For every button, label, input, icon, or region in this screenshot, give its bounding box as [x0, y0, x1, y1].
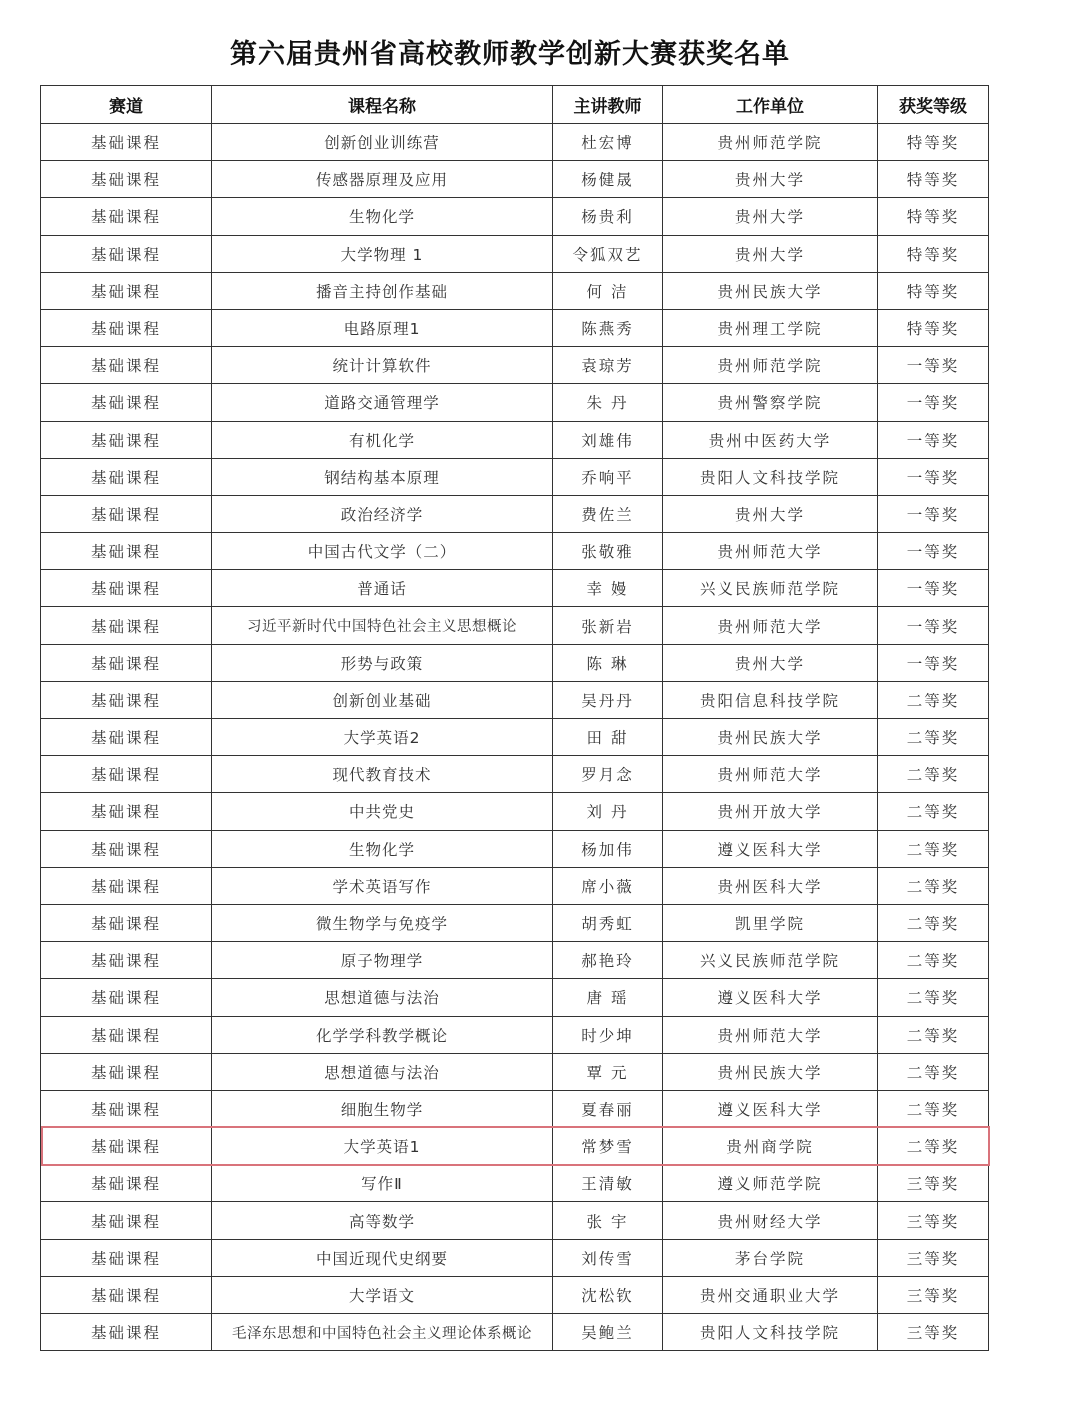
track-cell: 基础课程 [41, 1239, 212, 1276]
track-cell: 基础课程 [41, 1314, 212, 1351]
course-cell: 思想道德与法治 [212, 1053, 553, 1090]
track-cell: 基础课程 [41, 830, 212, 867]
teacher-cell: 常梦雪 [553, 1128, 663, 1165]
teacher-cell: 杨贵利 [553, 198, 663, 235]
award-cell: 二等奖 [878, 1090, 989, 1127]
course-cell: 思想道德与法治 [212, 979, 553, 1016]
page-title: 第六届贵州省高校教师教学创新大赛获奖名单 [230, 39, 790, 70]
award-cell: 一等奖 [878, 607, 989, 644]
track-cell: 基础课程 [41, 309, 212, 346]
track-cell: 基础课程 [41, 644, 212, 681]
table-row [41, 570, 989, 607]
table-row [41, 830, 989, 867]
track-cell: 基础课程 [41, 904, 212, 941]
teacher-cell: 刘传雪 [553, 1239, 663, 1276]
unit-cell: 遵义师范学院 [663, 1165, 878, 1202]
award-table [40, 85, 989, 1351]
teacher-cell: 杨健晟 [553, 161, 663, 198]
track-cell: 基础课程 [41, 979, 212, 1016]
track-cell: 基础课程 [41, 756, 212, 793]
track-cell: 基础课程 [41, 421, 212, 458]
award-cell: 二等奖 [878, 979, 989, 1016]
course-cell: 原子物理学 [212, 942, 553, 979]
table-row [41, 793, 989, 830]
course-cell: 普通话 [212, 570, 553, 607]
track-cell: 基础课程 [41, 272, 212, 309]
teacher-cell: 杨加伟 [553, 830, 663, 867]
track-cell: 基础课程 [41, 607, 212, 644]
track-cell: 基础课程 [41, 1276, 212, 1313]
unit-cell: 贵州大学 [663, 198, 878, 235]
award-cell: 一等奖 [878, 384, 989, 421]
teacher-cell: 张 宇 [553, 1202, 663, 1239]
award-cell: 二等奖 [878, 756, 989, 793]
course-cell: 生物化学 [212, 830, 553, 867]
unit-cell: 贵州民族大学 [663, 719, 878, 756]
award-cell: 三等奖 [878, 1314, 989, 1351]
table-row [41, 272, 989, 309]
award-cell: 二等奖 [878, 1016, 989, 1053]
teacher-cell: 令狐双艺 [553, 235, 663, 272]
unit-cell: 贵州开放大学 [663, 793, 878, 830]
table-row [41, 384, 989, 421]
teacher-cell: 何 洁 [553, 272, 663, 309]
unit-cell: 贵州大学 [663, 495, 878, 532]
award-cell: 二等奖 [878, 719, 989, 756]
award-cell: 特等奖 [878, 198, 989, 235]
unit-cell: 贵州师范大学 [663, 1016, 878, 1053]
table-row [41, 421, 989, 458]
course-cell: 大学英语1 [212, 1128, 553, 1165]
unit-cell: 贵阳信息科技学院 [663, 681, 878, 718]
track-cell: 基础课程 [41, 384, 212, 421]
unit-cell: 遵义医科大学 [663, 1090, 878, 1127]
course-cell: 传感器原理及应用 [212, 161, 553, 198]
unit-cell: 凯里学院 [663, 904, 878, 941]
track-cell: 基础课程 [41, 458, 212, 495]
teacher-cell: 吴丹丹 [553, 681, 663, 718]
header-unit: 工作单位 [663, 86, 878, 124]
award-cell: 一等奖 [878, 533, 989, 570]
table-row [41, 309, 989, 346]
header-track: 赛道 [41, 86, 212, 124]
teacher-cell: 夏春丽 [553, 1090, 663, 1127]
course-cell: 高等数学 [212, 1202, 553, 1239]
course-cell: 生物化学 [212, 198, 553, 235]
unit-cell: 贵州师范学院 [663, 347, 878, 384]
teacher-cell: 胡秀虹 [553, 904, 663, 941]
course-cell: 毛泽东思想和中国特色社会主义理论体系概论 [212, 1314, 553, 1351]
table-row [41, 1016, 989, 1053]
teacher-cell: 刘 丹 [553, 793, 663, 830]
course-cell: 大学语文 [212, 1276, 553, 1313]
course-cell: 有机化学 [212, 421, 553, 458]
table-row [41, 756, 989, 793]
course-cell: 化学学科教学概论 [212, 1016, 553, 1053]
unit-cell: 兴义民族师范学院 [663, 570, 878, 607]
table-row [41, 533, 989, 570]
unit-cell: 兴义民族师范学院 [663, 942, 878, 979]
course-cell: 大学英语2 [212, 719, 553, 756]
teacher-cell: 田 甜 [553, 719, 663, 756]
teacher-cell: 唐 瑶 [553, 979, 663, 1016]
track-cell: 基础课程 [41, 1090, 212, 1127]
table-row [41, 495, 989, 532]
table-row [41, 235, 989, 272]
unit-cell: 茅台学院 [663, 1239, 878, 1276]
award-cell: 二等奖 [878, 1128, 989, 1165]
table-row [41, 1202, 989, 1239]
track-cell: 基础课程 [41, 124, 212, 161]
teacher-cell: 席小薇 [553, 867, 663, 904]
header-award: 获奖等级 [878, 86, 989, 124]
course-cell: 创新创业基础 [212, 681, 553, 718]
teacher-cell: 张新岩 [553, 607, 663, 644]
unit-cell: 遵义医科大学 [663, 830, 878, 867]
table-row [41, 942, 989, 979]
teacher-cell: 郝艳玲 [553, 942, 663, 979]
track-cell: 基础课程 [41, 570, 212, 607]
course-cell: 统计计算软件 [212, 347, 553, 384]
track-cell: 基础课程 [41, 495, 212, 532]
award-cell: 一等奖 [878, 495, 989, 532]
track-cell: 基础课程 [41, 681, 212, 718]
teacher-cell: 覃 元 [553, 1053, 663, 1090]
teacher-cell: 朱 丹 [553, 384, 663, 421]
course-cell: 现代教育技术 [212, 756, 553, 793]
unit-cell: 贵阳人文科技学院 [663, 458, 878, 495]
award-cell: 一等奖 [878, 458, 989, 495]
table-row [41, 458, 989, 495]
table-row [41, 979, 989, 1016]
table-body [41, 124, 989, 1351]
track-cell: 基础课程 [41, 1016, 212, 1053]
award-cell: 特等奖 [878, 161, 989, 198]
award-cell: 二等奖 [878, 942, 989, 979]
unit-cell: 贵州大学 [663, 161, 878, 198]
teacher-cell: 刘雄伟 [553, 421, 663, 458]
course-cell: 中共党史 [212, 793, 553, 830]
table-row [41, 1276, 989, 1313]
table-row [41, 681, 989, 718]
teacher-cell: 沈松钦 [553, 1276, 663, 1313]
table-row [41, 1053, 989, 1090]
course-cell: 学术英语写作 [212, 867, 553, 904]
track-cell: 基础课程 [41, 161, 212, 198]
track-cell: 基础课程 [41, 1202, 212, 1239]
teacher-cell: 乔响平 [553, 458, 663, 495]
award-cell: 二等奖 [878, 1053, 989, 1090]
track-cell: 基础课程 [41, 533, 212, 570]
course-cell: 微生物学与免疫学 [212, 904, 553, 941]
track-cell: 基础课程 [41, 235, 212, 272]
course-cell: 政治经济学 [212, 495, 553, 532]
course-cell: 电路原理1 [212, 309, 553, 346]
unit-cell: 贵州交通职业大学 [663, 1276, 878, 1313]
unit-cell: 贵州财经大学 [663, 1202, 878, 1239]
unit-cell: 贵州商学院 [663, 1128, 878, 1165]
unit-cell: 贵州民族大学 [663, 272, 878, 309]
award-cell: 特等奖 [878, 272, 989, 309]
award-cell: 三等奖 [878, 1239, 989, 1276]
table-row [41, 347, 989, 384]
table-row [41, 1165, 989, 1202]
unit-cell: 贵州理工学院 [663, 309, 878, 346]
teacher-cell: 罗月念 [553, 756, 663, 793]
unit-cell: 贵州中医药大学 [663, 421, 878, 458]
award-cell: 特等奖 [878, 124, 989, 161]
course-cell: 写作Ⅱ [212, 1165, 553, 1202]
course-cell: 中国近现代史纲要 [212, 1239, 553, 1276]
unit-cell: 贵州大学 [663, 644, 878, 681]
award-cell: 三等奖 [878, 1202, 989, 1239]
teacher-cell: 王清敏 [553, 1165, 663, 1202]
award-cell: 一等奖 [878, 644, 989, 681]
teacher-cell: 杜宏博 [553, 124, 663, 161]
table-row [41, 124, 989, 161]
course-cell: 中国古代文学（二） [212, 533, 553, 570]
unit-cell: 贵州大学 [663, 235, 878, 272]
unit-cell: 贵阳人文科技学院 [663, 1314, 878, 1351]
table-row [41, 161, 989, 198]
table-row [41, 607, 989, 644]
table-row [41, 1314, 989, 1351]
unit-cell: 贵州师范大学 [663, 756, 878, 793]
course-cell: 钢结构基本原理 [212, 458, 553, 495]
unit-cell: 贵州民族大学 [663, 1053, 878, 1090]
track-cell: 基础课程 [41, 1128, 212, 1165]
award-cell: 一等奖 [878, 570, 989, 607]
award-cell: 特等奖 [878, 235, 989, 272]
course-cell: 播音主持创作基础 [212, 272, 553, 309]
teacher-cell: 张敬雅 [553, 533, 663, 570]
unit-cell: 贵州师范大学 [663, 533, 878, 570]
teacher-cell: 幸 嫚 [553, 570, 663, 607]
table-header-row [41, 86, 989, 124]
award-cell: 二等奖 [878, 681, 989, 718]
course-cell: 道路交通管理学 [212, 384, 553, 421]
unit-cell: 贵州师范学院 [663, 124, 878, 161]
course-cell: 创新创业训练营 [212, 124, 553, 161]
award-cell: 二等奖 [878, 867, 989, 904]
award-cell: 一等奖 [878, 421, 989, 458]
track-cell: 基础课程 [41, 1165, 212, 1202]
track-cell: 基础课程 [41, 1053, 212, 1090]
unit-cell: 贵州师范大学 [663, 607, 878, 644]
header-course: 课程名称 [212, 86, 553, 124]
track-cell: 基础课程 [41, 942, 212, 979]
table-row [41, 198, 989, 235]
award-cell: 一等奖 [878, 347, 989, 384]
course-cell: 形势与政策 [212, 644, 553, 681]
track-cell: 基础课程 [41, 793, 212, 830]
unit-cell: 贵州医科大学 [663, 867, 878, 904]
award-cell: 二等奖 [878, 904, 989, 941]
unit-cell: 遵义医科大学 [663, 979, 878, 1016]
course-cell: 习近平新时代中国特色社会主义思想概论 [212, 607, 553, 644]
course-cell: 细胞生物学 [212, 1090, 553, 1127]
table-row [41, 1239, 989, 1276]
track-cell: 基础课程 [41, 198, 212, 235]
award-cell: 二等奖 [878, 830, 989, 867]
teacher-cell: 时少坤 [553, 1016, 663, 1053]
award-cell: 三等奖 [878, 1276, 989, 1313]
track-cell: 基础课程 [41, 867, 212, 904]
table-row [41, 1090, 989, 1127]
teacher-cell: 费佐兰 [553, 495, 663, 532]
teacher-cell: 陈燕秀 [553, 309, 663, 346]
table-row [41, 719, 989, 756]
teacher-cell: 袁琼芳 [553, 347, 663, 384]
header-teacher: 主讲教师 [553, 86, 663, 124]
table-row [41, 867, 989, 904]
award-cell: 三等奖 [878, 1165, 989, 1202]
teacher-cell: 陈 琳 [553, 644, 663, 681]
award-cell: 二等奖 [878, 793, 989, 830]
course-cell: 大学物理 1 [212, 235, 553, 272]
table-row [41, 1128, 989, 1165]
teacher-cell: 吴鲍兰 [553, 1314, 663, 1351]
track-cell: 基础课程 [41, 719, 212, 756]
unit-cell: 贵州警察学院 [663, 384, 878, 421]
table-row [41, 904, 989, 941]
award-cell: 特等奖 [878, 309, 989, 346]
track-cell: 基础课程 [41, 347, 212, 384]
table-row [41, 644, 989, 681]
